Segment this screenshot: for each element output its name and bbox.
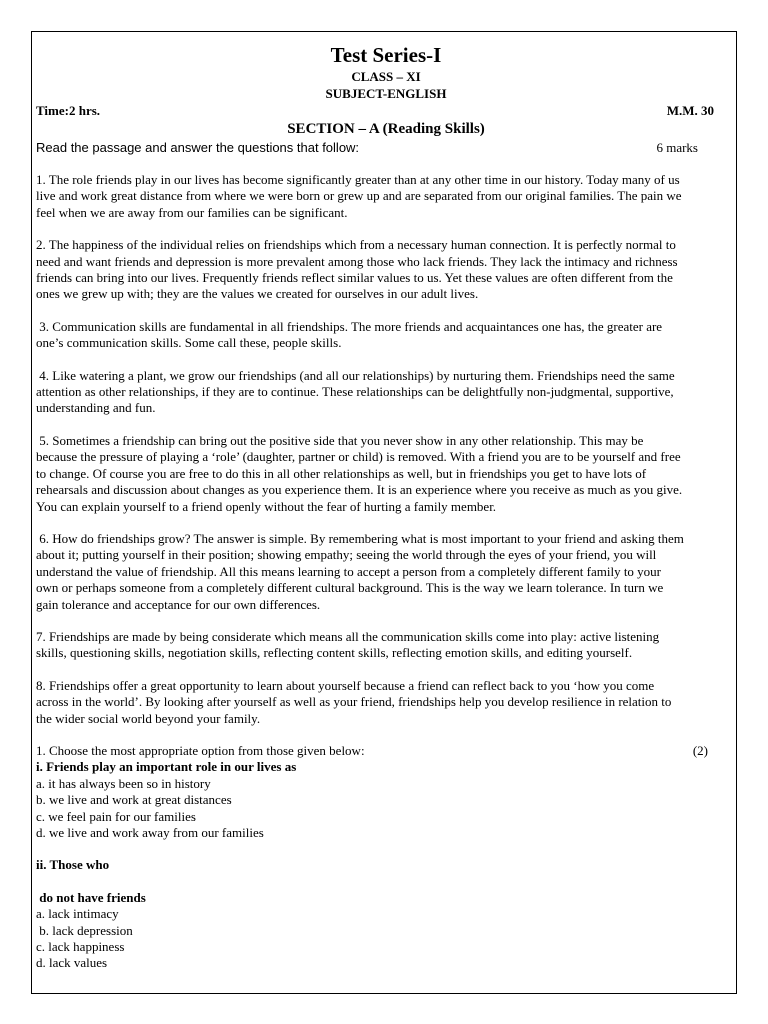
question-1-row [36,743,736,759]
passage-line: across in the world’. By looking after yourself as well as your friend, friendships help you develop resilience in relation to [36,694,672,710]
spacer [36,874,736,890]
passage-paragraph [36,433,736,515]
passage-line: 6. How do friendships grow? The answer is simple. By remembering what is most important to your friend and asking them [36,530,684,546]
passage-line: understanding and fun. [36,400,156,416]
document-body [36,42,736,972]
passage-line: You can explain yourself to a friend openly without the fear of hurting a family member. [36,498,497,514]
answer-option: a. it has always been so in history [36,775,211,791]
passage-line: 1. The role friends play in our lives has become significantly greater than at any other time in our history. Today many of us [36,172,680,187]
passage-paragraph [36,678,736,727]
passage-line: 2. The happiness of the individual relies on friendships which from a necessary human connection. It is perfectly normal to [36,237,676,253]
passage-line: because the pressure of playing a ‘role’ (daughter, partner or child) is removed. With a friend you are to be yourself and free [36,449,681,465]
passage-paragraph [36,368,736,417]
answer-option: c. we feel pain for our families [36,808,196,824]
question-1-part-ii-options [36,906,736,972]
instruction-marks: 6 marks [656,140,698,155]
answer-option: c. lack happiness [36,939,125,955]
passage-line: skills, questioning skills, negotiation skills, reflecting content skills, reflecting emotion skills, and editing yourself. [36,645,633,661]
page-title: Test Series-I [330,43,442,67]
answer-option: b. we live and work at great distances [36,792,232,808]
question-1-prompt: 1. Choose the most appropriate option from those given below: [36,742,365,758]
passage-line: own or perhaps someone from a completely different cultural background. This is the way we learn tolerance. In turn we [36,580,664,596]
spacer [36,841,736,857]
passage-paragraph [36,531,736,613]
instruction-text: Read the passage and answer the questions that follow: [36,140,360,155]
passage-paragraph [36,319,736,352]
passage-line: ones we grew up with; they are the values we created for ourselves in our adult lives. [36,286,479,302]
answer-option: d. we live and work away from our families [36,825,264,840]
passage-line: the wider social world beyond your family. [36,710,261,726]
answer-option: d. lack values [36,955,108,971]
passage-line: one’s communication skills. Some call these, people skills. [36,335,342,351]
class-line: CLASS – XI [351,69,421,84]
question-1-part-ii-stem-continued: do not have friends [36,889,146,905]
question-1-part-i-stem: i. Friends play an important role in our lives as [36,759,297,775]
passage-line: about it; putting yourself in their position; showing empathy; seeing the world through the eyes of your friend, you will [36,547,657,563]
time-allowed: Time:2 hrs. [36,103,101,118]
passage-paragraph [36,629,736,662]
passage-line: 7. Friendships are made by being considerate which means all the communication skills come into play: active listening [36,628,660,644]
max-marks: M.M. 30 [666,103,714,118]
passage-line: 4. Like watering a plant, we grow our friendships (and all our relationships) by nurturing them. Friendships need the same [36,367,675,383]
answer-option: b. lack depression [36,922,133,938]
passage-line: need and want friends and depression is more prevalent among those who lack friends. They lack the intimacy and richness [36,253,678,269]
subject-line: SUBJECT-ENGLISH [325,86,447,101]
instruction-row [36,139,736,156]
passage-paragraph [36,237,736,303]
passage-line: gain tolerance and acceptance for our own differences. [36,596,321,612]
question-1-marks: (2) [692,742,708,758]
passage-line: understand the value of friendship. All this means learning to accept a person from a completely different family to your [36,563,662,579]
section-heading: SECTION – A (Reading Skills) [287,121,485,137]
passage-line: 5. Sometimes a friendship can bring out the positive side that you never show in any other relationship. This may be [36,432,644,448]
passage-line: live and work great distance from where we were born or grew up and are separated from our original families. The pain we [36,188,682,204]
passage-line: to change. Of course you are free to do this in all other relationships as well, but in friendships you get to have lots of [36,465,647,481]
passage-line: friends can bring into our lives. Frequently friends reflect similar values to us. Yet these values are often different from the [36,270,673,286]
question-1-part-i-options [36,776,736,842]
passage-line: 8. Friendships offer a great opportunity to learn about yourself because a friend can reflect back to you ‘how you come [36,677,655,693]
answer-option: a. lack intimacy [36,906,119,922]
passage-line: feel when we are away from our families can be significant. [36,204,348,220]
passage-line: attention as other relationships, if they are to continue. These relationships can be delightfully non-judgmental, supportive, [36,384,674,400]
time-marks-row [36,102,736,119]
passage-line: 3. Communication skills are fundamental in all friendships. The more friends and acquaintances one has, the greater are [36,318,663,334]
reading-passage [36,172,736,727]
passage-line: rehearsals and discussion about changes as you experience them. It is an experience where you receive as much as you give. [36,482,683,498]
passage-paragraph [36,172,736,221]
question-1-part-ii-stem: ii. Those who [36,857,110,873]
